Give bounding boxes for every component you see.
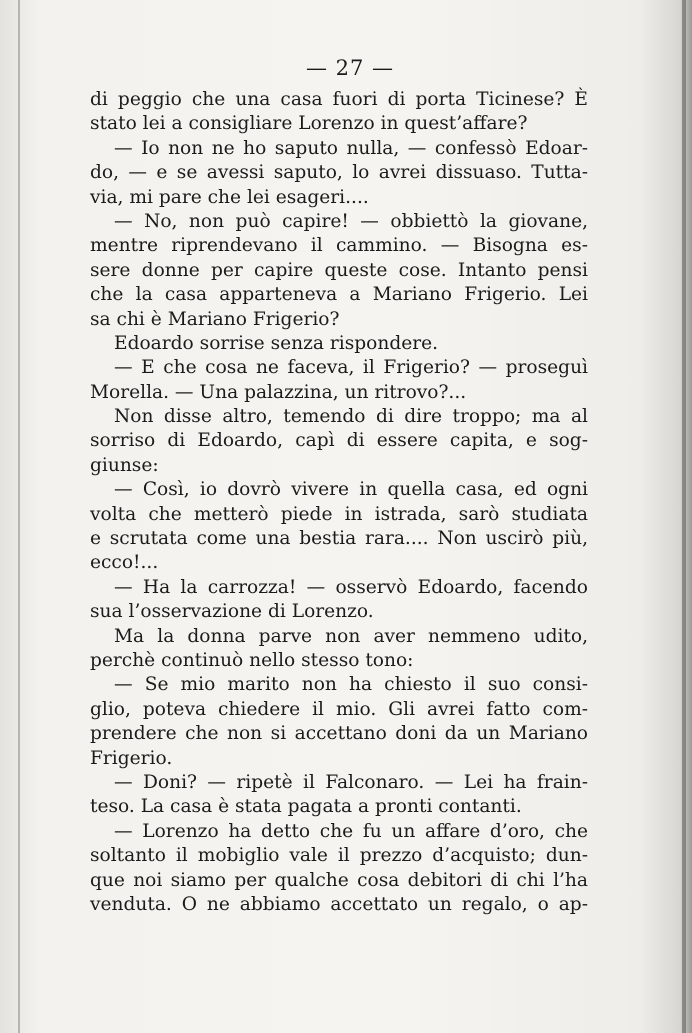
page-number: — 27 — — [305, 56, 395, 80]
text-line: e scrutata come una bestia rara.... Non uscirò più, — [90, 528, 588, 550]
text-line: — E che cosa ne faceva, il Frigerio? — proseguì — [114, 357, 588, 379]
text-line: giunse: — [90, 454, 159, 476]
text-line: do, — e se avessi saputo, lo avrei dissuaso. Tutta- — [90, 162, 588, 184]
text-line: Ma la donna parve non aver nemmeno udito, — [114, 625, 588, 647]
text-line: di peggio che una casa fuori di porta Ticinese? È — [90, 89, 588, 110]
text-line: prendere che non si accettano doni da un Mariano — [90, 723, 588, 745]
text-line: que noi siamo per qualche cosa debitori di chi l’ha — [90, 869, 588, 891]
text-line: Morella. — Una palazzina, un ritrovo?... — [90, 381, 467, 403]
text-line: via, mi pare che lei esageri.... — [90, 186, 369, 208]
text-line: Edoardo sorrise senza rispondere. — [114, 332, 439, 354]
text-line: sa chi è Mariano Frigerio? — [90, 308, 340, 330]
text-line: che la casa apparteneva a Mariano Frigerio. Lei — [90, 284, 588, 306]
text-line: sorriso di Edoardo, capì di essere capita, e sog- — [90, 430, 588, 452]
text-line: sua l’osservazione di Lorenzo. — [90, 601, 374, 623]
text-line: Frigerio. — [90, 747, 173, 769]
text-line: Non disse altro, temendo di dire troppo; ma al — [114, 406, 588, 428]
text-line: — Io non ne ho saputo nulla, — confessò Edoar- — [114, 137, 588, 159]
text-line: — Così, io dovrò vivere in quella casa, ed ogni — [114, 479, 588, 501]
text-line: — No, non può capire! — obbiettò la giovane, — [114, 210, 588, 232]
page-right-edge — [682, 0, 686, 1033]
text-line: venduta. O ne abbiamo accettato un regalo, o ap- — [90, 893, 588, 915]
text-line: mentre riprendevano il cammino. — Bisogna es- — [90, 235, 588, 257]
text-line: stato lei a consigliare Lorenzo in quest’affare? — [90, 113, 528, 135]
text-line: teso. La casa è stata pagata a pronti contanti. — [90, 796, 522, 818]
text-line: ecco!... — [90, 552, 159, 574]
text-line: soltanto il mobiglio vale il prezzo d’acquisto; dun- — [90, 845, 588, 867]
text-line: volta che metterò piede in istrada, sarò studiata — [90, 503, 588, 525]
text-line: sere donne per capire queste cose. Intanto pensi — [90, 259, 588, 281]
text-line: glio, poteva chiedere il mio. Gli avrei fatto com- — [90, 698, 588, 720]
body-text — [90, 88, 588, 917]
text-line: — Se mio marito non ha chiesto il suo consi- — [114, 674, 588, 696]
text-line: — Doni? — ripetè il Falconaro. — Lei ha frain- — [114, 771, 588, 793]
page-left-edge — [18, 0, 20, 1033]
text-line: — Ha la carrozza! — osservò Edoardo, facendo — [114, 576, 588, 598]
text-line: perchè continuò nello stesso tono: — [90, 649, 414, 671]
text-line: — Lorenzo ha detto che fu un affare d’oro, che — [114, 820, 588, 842]
